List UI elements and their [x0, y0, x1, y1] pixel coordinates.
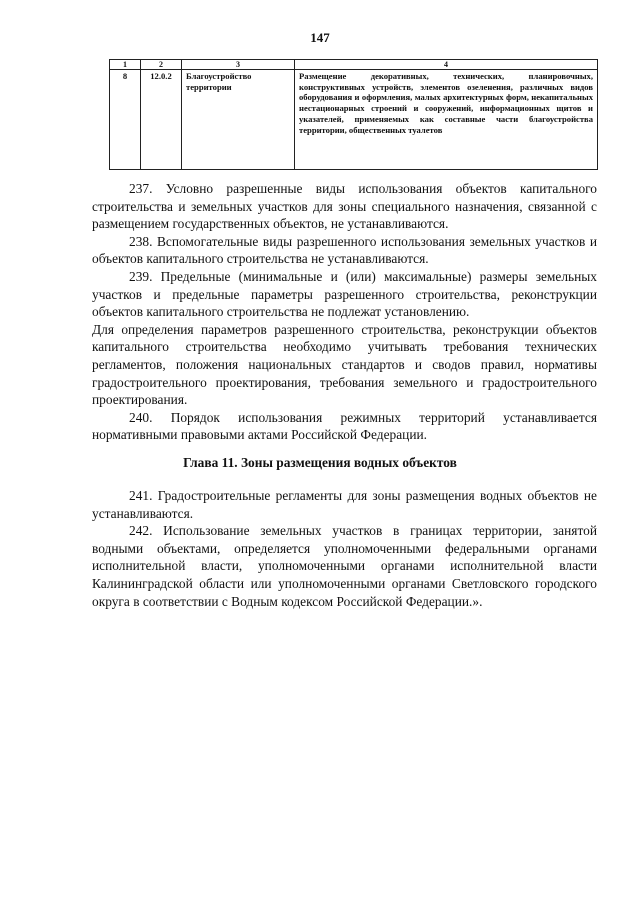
paragraph-242: 242. Использование земельных участков в границах территории, занятой водными объектами, определяется уполномоченными федеральными органами исполнительной власти, уполномоченными органами исполнительной власти Калининградской области или уполномоченными органами Светловского городского округа в соответствии с Водным кодексом Российской Федерации.». [92, 523, 597, 609]
table-header-cell: 3 [182, 60, 295, 70]
table-header-row [110, 60, 598, 70]
row-number-cell: 8 [110, 70, 141, 170]
table-row [110, 70, 598, 170]
paragraph-239: 239. Предельные (минимальные и (или) максимальные) размеры земельных участков и предельные параметры разрешенного строительства, реконструкции объектов капитального строительства не подлежат установлению. [92, 268, 597, 320]
classifier-code-cell: 12.0.2 [141, 70, 182, 170]
chapter-heading: Глава 11. Зоны размещения водных объектов [183, 455, 457, 470]
permitted-use-table [109, 59, 598, 170]
zone-rules-section [92, 180, 597, 444]
paragraph-238: 238. Вспомогательные виды разрешенного использования земельных участков и объектов капитального строительства не устанавливаются. [92, 233, 597, 267]
paragraph-240: 240. Порядок использования режимных территорий устанавливается нормативными правовыми актами Российской Федерации. [92, 409, 597, 443]
use-description-cell: Размещение декоративных, технических, планировочных, конструктивных устройств, элементов озеленения, различных видов оборудования и оформления, малых архитектурных форм, некапитальных нестационарных строений и сооружений, информационных щитов и указателей, применяемых как составные части благоустройства территории, общественных туалетов [295, 70, 598, 170]
chapter-11-section [92, 487, 597, 610]
table-header-cell: 1 [110, 60, 141, 70]
paragraph-241: 241. Градостроительные регламенты для зоны размещения водных объектов не устанавливаются. [92, 488, 597, 521]
use-name-cell: Благоустройство территории [182, 70, 295, 170]
table-header-cell: 4 [295, 60, 598, 70]
paragraph-239-continuation: Для определения параметров разрешенного строительства, реконструкции объектов капитального строительства необходимо учитывать требования технических регламентов, положения национальных стандартов и сводов правил, нормативы градостроительного проектирования, требования земельного и градостроительного проектирования. [92, 321, 597, 408]
table-header-cell: 2 [141, 60, 182, 70]
page-number: 147 [310, 30, 330, 45]
paragraph-237: 237. Условно разрешенные виды использования объектов капитального строительства и земельных участков для зоны специального назначения, связанной с размещением государственных объектов, не устанавливаются. [92, 181, 597, 232]
